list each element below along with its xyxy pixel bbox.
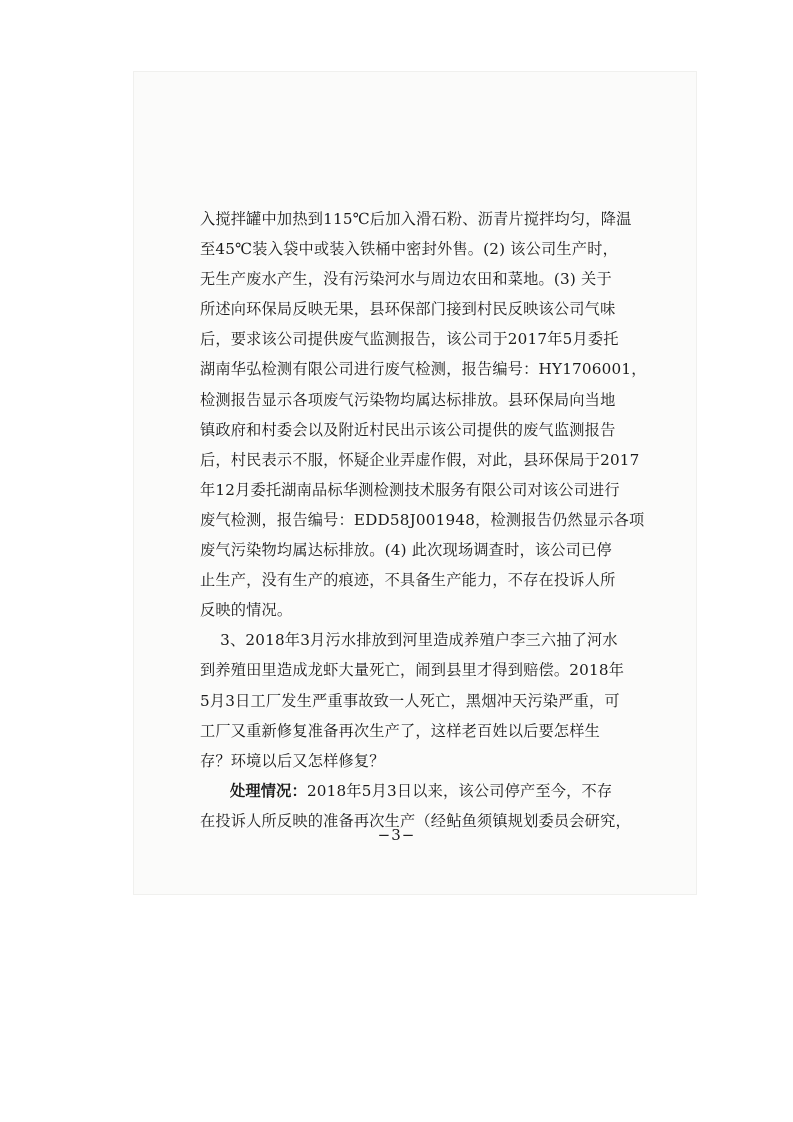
text-line: 入搅拌罐中加热到115℃后加入滑石粉、沥青片搅拌均匀，降温 — [200, 210, 632, 228]
text-line: 镇政府和村委会以及附近村民出示该公司提供的废气监测报告 — [200, 420, 616, 439]
text-line: 到养殖田里造成龙虾大量死亡，闹到县里才得到赔偿。2018年 — [200, 661, 625, 680]
text-line: 后，村民表示不服，怀疑企业弄虚作假，对此，县环保局于2017 — [200, 450, 640, 469]
text-line: 反映的情况。 — [200, 601, 293, 620]
text-line: 工厂又重新修复准备再次生产了，这样老百姓以后要怎样生 — [200, 721, 601, 740]
text-line: 废气污染物均属达标排放。(4) 此次现场调查时，该公司已停 — [200, 541, 612, 560]
text-line: 在投诉人所反映的准备再次生产（经鲇鱼须镇规划委员会研究， — [200, 811, 631, 830]
text-line: 止生产，没有生产的痕迹，不具备生产能力，不存在投诉人所 — [200, 571, 616, 590]
text-line: 年12月委托湖南品标华测检测技术服务有限公司对该公司进行 — [200, 480, 620, 499]
text-line: 废气检测，报告编号：EDD58J001948，检测报告仍然显示各项 — [200, 510, 645, 529]
text-line: 后，要求该公司提供废气监测报告，该公司于2017年5月委托 — [200, 330, 619, 349]
document-body — [200, 204, 647, 836]
text-line: 存？环境以后又怎样修复？ — [200, 751, 385, 770]
page-number: −3− — [377, 826, 416, 844]
text-line — [200, 776, 640, 806]
text-line: 无生产废水产生，没有污染河水与周边农田和菜地。(3) 关于 — [200, 270, 612, 289]
text-line: 5月3日工厂发生严重事故致一人死亡，黑烟冲天污染严重，可 — [200, 691, 620, 710]
handling-text: 2018年5月3日以来，该公司停产至今，不存 — [306, 781, 613, 800]
handling-label: 处理情况： — [230, 781, 307, 800]
text-line: 所述向环保局反映无果，县环保部门接到村民反映该公司气味 — [200, 300, 616, 319]
text-line: 至45℃装入袋中或装入铁桶中密封外售。(2) 该公司生产时， — [200, 240, 618, 259]
text-line: 检测报告显示各项废气污染物均属达标排放。县环保局向当地 — [200, 390, 616, 409]
text-line: 3、2018年3月污水排放到河里造成养殖户李三六抽了河水 — [200, 631, 618, 650]
text-line: 湖南华弘检测有限公司进行废气检测，报告编号：HY1706001， — [200, 360, 647, 379]
